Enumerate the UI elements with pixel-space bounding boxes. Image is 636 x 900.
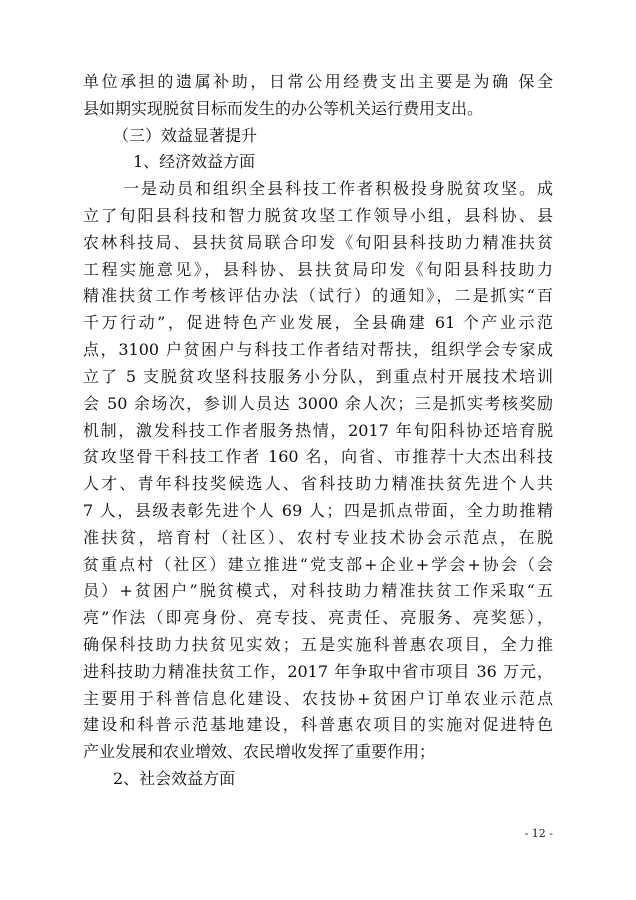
paragraph-line: [0, 500, 636, 522]
paragraph-line: [0, 71, 636, 93]
heading-text: 2、社会效益方面: [113, 769, 236, 788]
line-text: 点，3100 户贫困户与科技工作者结对帮扶，组织学会专家成: [83, 340, 553, 359]
line-text: 立了旬阳县科技和智力脱贫攻坚工作领导小组，县科协、县: [83, 206, 553, 225]
paragraph-line: [0, 634, 636, 656]
paragraph-line: [0, 473, 636, 495]
paragraph-line: [0, 312, 636, 334]
paragraph-line: [0, 420, 636, 442]
paragraph-line: [0, 285, 636, 307]
paragraph-line: [0, 688, 636, 710]
line-text: 单位承担的遗属补助，日常公用经费支出主要是为确 保全: [83, 72, 553, 91]
paragraph-line: [0, 661, 636, 683]
section-heading: [0, 125, 636, 147]
paragraph-line: [0, 205, 636, 227]
line-text: 产业发展和农业增效、农民增收发挥了重要作用；: [83, 742, 436, 761]
line-text: 工程实施意见》，县科协、县扶贫局印发《旬阳县科技助力: [83, 260, 553, 279]
line-text: 精准扶贫工作考核评估办法（试行）的通知》，二是抓实“百: [83, 286, 553, 305]
line-text: 进科技助力精准扶贫工作，2017 年争取中省市项目 36 万元，: [83, 662, 553, 681]
line-text: 建设和科普示范基地建设，科普惠农项目的实施对促进特色: [83, 715, 553, 734]
paragraph-line: [0, 714, 636, 736]
paragraph-line: [0, 446, 636, 468]
paragraph-line: [0, 607, 636, 629]
line-text: 7 人，县级表彰先进个人 69 人；四是抓点带面，全力助推精: [83, 501, 553, 520]
line-text: 会 50 余场次，参训人员达 3000 余人次；三是抓实考核奖励: [83, 394, 553, 413]
subsection-heading: [0, 768, 636, 790]
line-text: 贫重点村（社区）建立推进“党支部+企业+学会+协会（会: [83, 555, 553, 574]
line-text: 主要用于科普信息化建设、农技协+贫困户订单农业示范点: [83, 689, 553, 708]
paragraph-line: [0, 98, 636, 120]
line-text: 确保科技助力扶贫见实效；五是实施科普惠农项目，全力推: [83, 635, 553, 654]
paragraph-line: [0, 554, 636, 576]
subsection-heading: [0, 151, 636, 173]
paragraph-line: [0, 580, 636, 602]
heading-text: 1、经济效益方面: [133, 152, 256, 171]
line-text: 亮”作法（即亮身份、亮专技、亮责任、亮服务、亮奖惩），: [83, 608, 553, 627]
line-text: 贫攻坚骨干科技工作者 160 名，向省、市推荐十大杰出科技: [83, 447, 553, 466]
paragraph-line: [0, 393, 636, 415]
line-text: 员）+贫困户”脱贫模式，对科技助力精准扶贫工作采取“五: [83, 581, 553, 600]
paragraph-line: [0, 259, 636, 281]
line-text: 准扶贫，培育村（社区）、农村专业技术协会示范点，在脱: [83, 528, 553, 547]
line-text: 县如期实现脱贫目标而发生的办公等机关运行费用支出。: [83, 99, 484, 118]
paragraph-line: [0, 366, 636, 388]
line-text: 立了 5 支脱贫攻坚科技服务小分队，到重点村开展技术培训: [83, 367, 553, 386]
paragraph-line: [0, 339, 636, 361]
paragraph-line: [0, 232, 636, 254]
page-number: - 12 -: [524, 827, 553, 840]
line-text: 人才、青年科技奖候选人、省科技助力精准扶贫先进个人共: [83, 474, 553, 493]
paragraph-line: [0, 178, 636, 200]
line-text: 机制，激发科技工作者服务热情，2017 年旬阳科协还培育脱: [83, 421, 553, 440]
paragraph-line: [0, 527, 636, 549]
paragraph-line: [0, 741, 636, 763]
line-text: 一是动员和组织全县科技工作者积极投身脱贫攻坚。成: [123, 179, 553, 198]
heading-text: （三）效益显著提升: [113, 126, 258, 145]
line-text: 千万行动”，促进特色产业发展，全县确建 61 个产业示范: [83, 313, 553, 332]
line-text: 农林科技局、县扶贫局联合印发《旬阳县科技助力精准扶贫: [83, 233, 553, 252]
